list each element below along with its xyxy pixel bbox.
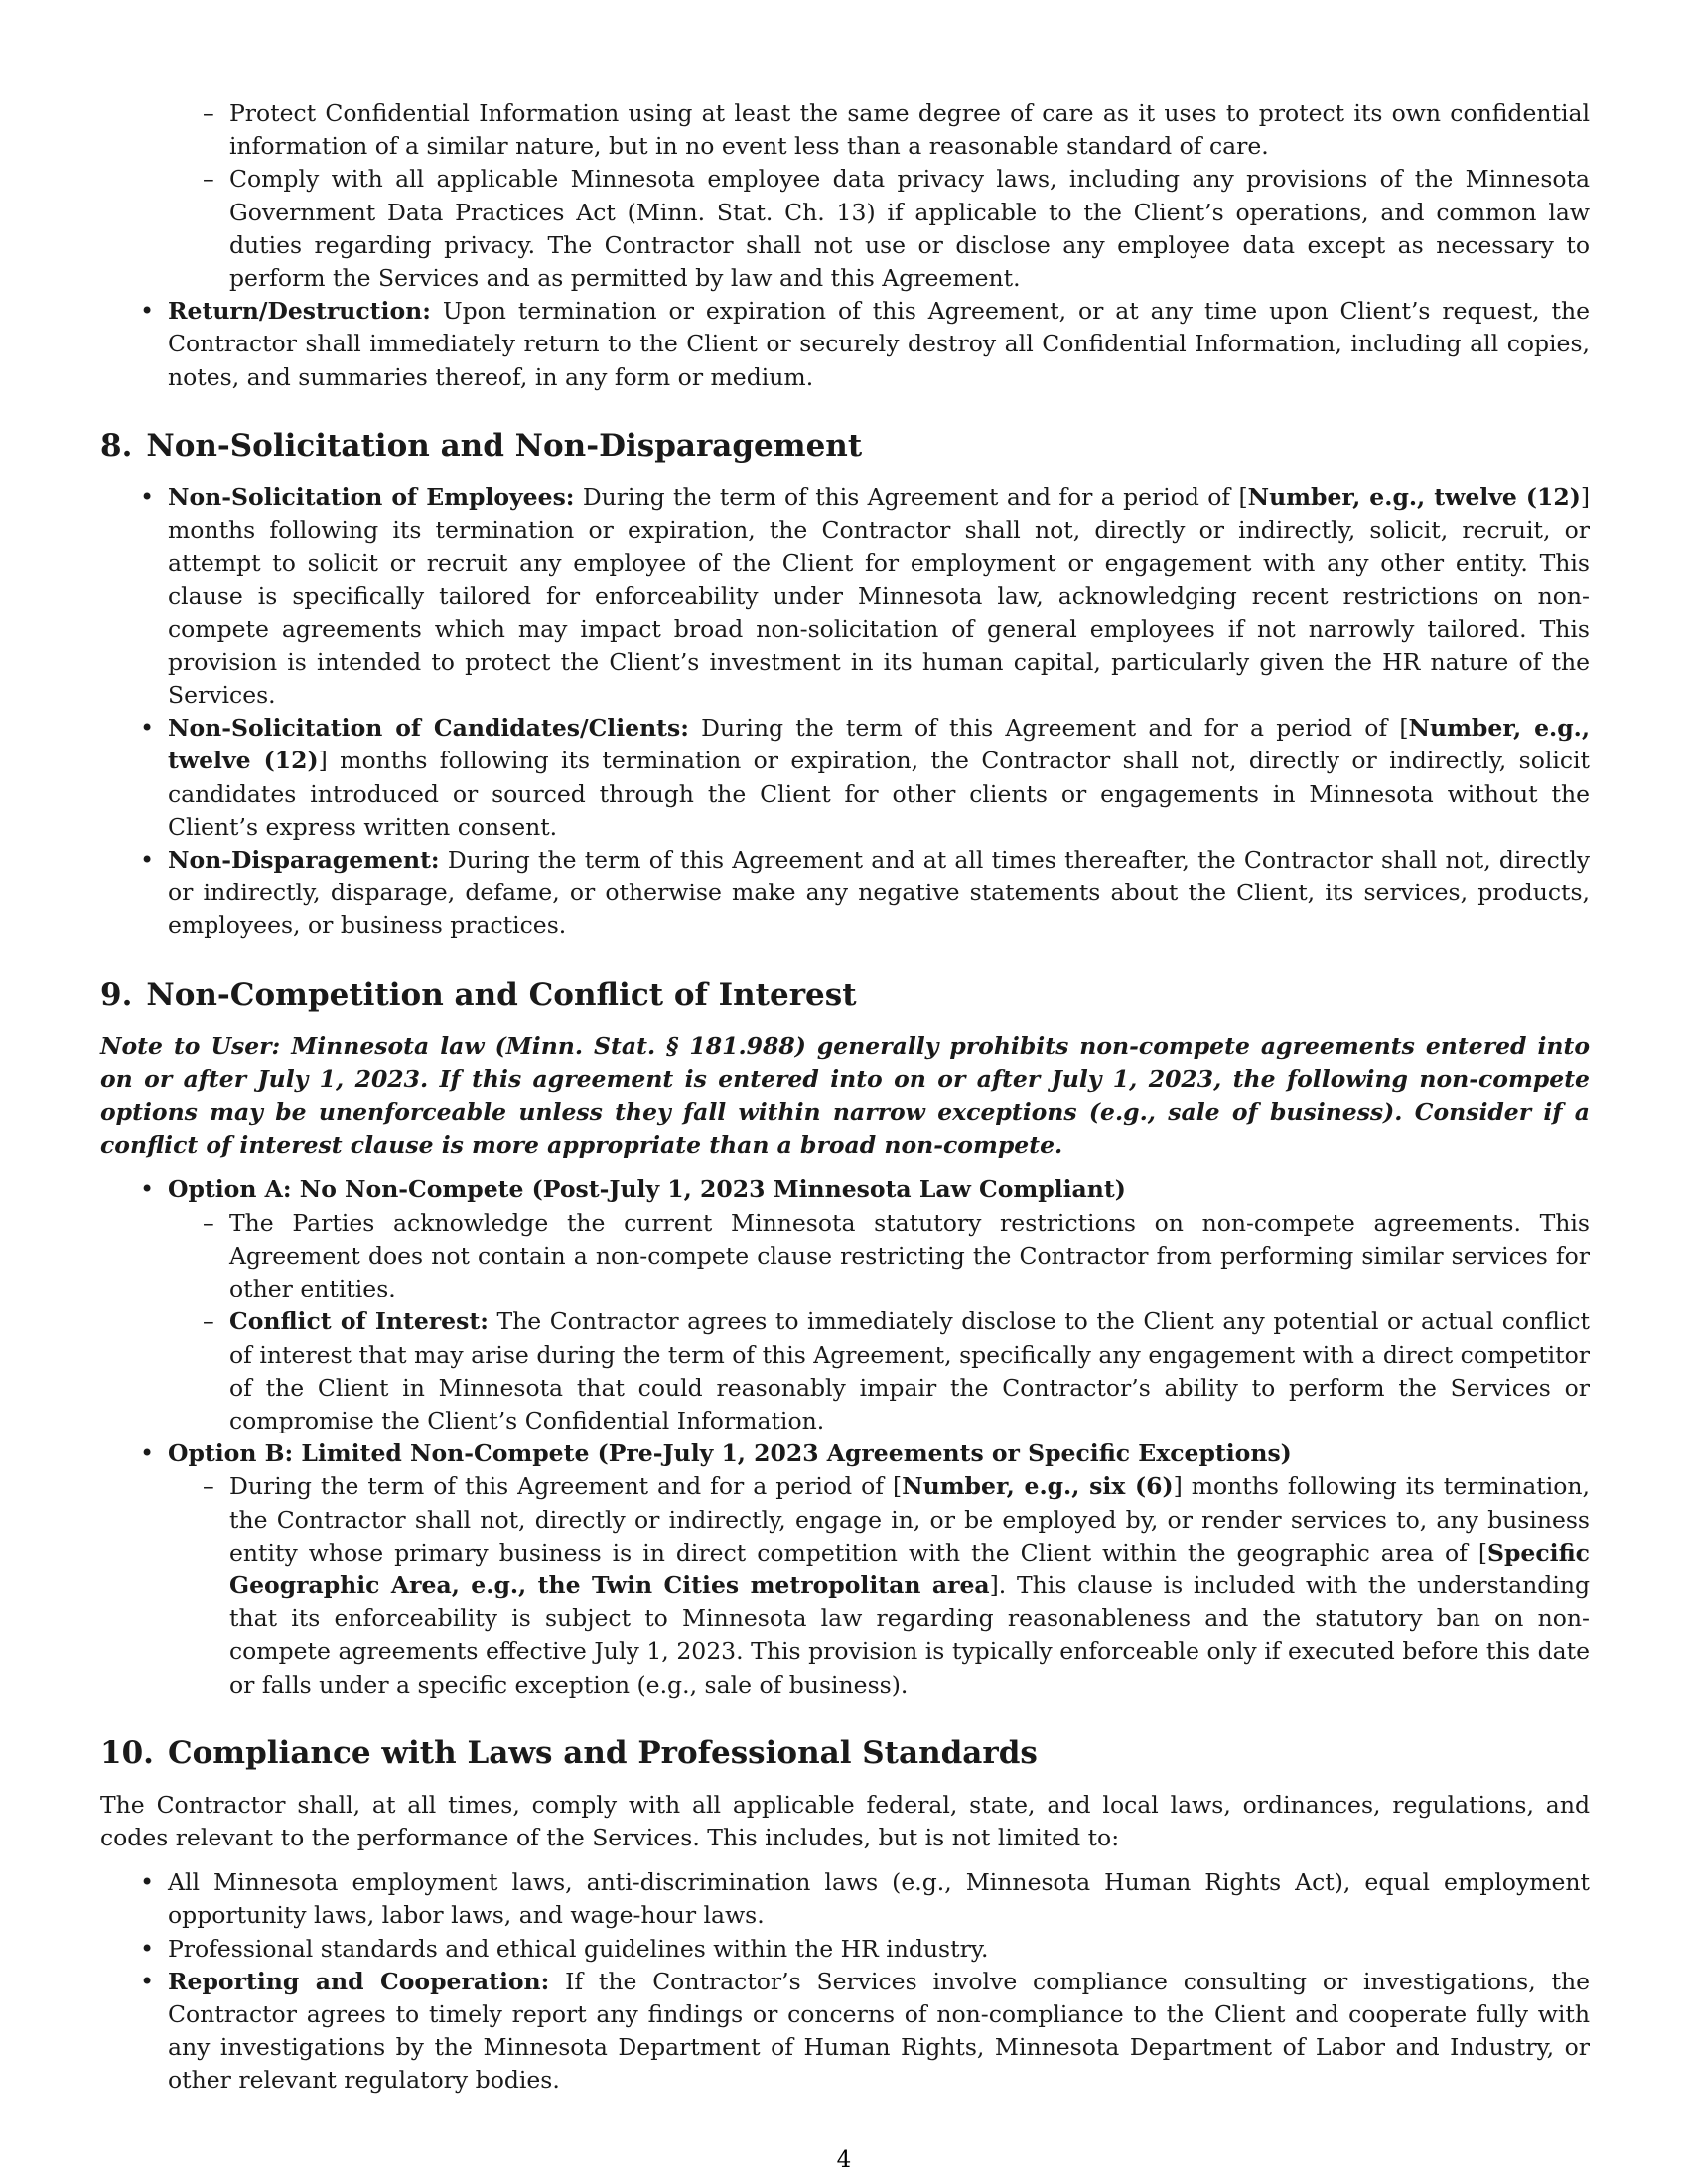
- list-item: – During the term of this Agreement and for a period of [Number, e.g., six (6)] months following its termination, the Contractor shall not, directly or indirectly, engage in, or be employed by, or render services to, any business entity whose primary business is in direct competition with the Client within the geographic area of [Specific Geographic Area, e.g., the Twin Cities metropolitan area]. This clause is included with the understanding that its enforceability is subject to Minnesota law regarding reasonableness and the statutory ban on non-compete agreements effective July 1, 2023. This provision is typically enforceable only if executed before this date or falls under a specific exception (e.g., sale of business).: [168, 1470, 1590, 1701]
- item-label: Reporting and Cooperation:: [168, 1967, 550, 1995]
- item-label: Conflict of Interest:: [229, 1307, 489, 1336]
- placeholder-text: Number, e.g., six (6): [902, 1472, 1174, 1501]
- placeholder-text: Number, e.g., twelve (12): [168, 714, 1590, 775]
- item-label: Return/Destruction:: [168, 297, 431, 326]
- section-10-heading: 10. Compliance with Laws and Professional Standards: [100, 1734, 1038, 1771]
- list-item: • Professional standards and ethical guidelines within the HR industry.: [100, 1933, 1590, 1966]
- note-to-user: Note to User: Minnesota law (Minn. Stat. § 181.988) generally prohibits non-compete agreements entered into on or after July 1, 2023. If this agreement is entered into on or after July 1, 2023, the following non-compete options may be unenforceable unless they fall within narrow exceptions (e.g., sale of business). Consider if a conflict of interest clause is more appropriate than a broad non-compete.: [100, 1031, 1590, 1160]
- item-label: Non-Solicitation of Candidates/Clients:: [168, 714, 689, 743]
- list-item: – Protect Confidential Information using at least the same degree of care as it uses to protect its own confidential information of a similar nature, but in no event less than a reasonable standard of care.: [168, 97, 1590, 163]
- return-destruction-item: • Return/Destruction: Upon termination or expiration of this Agreement, or at any time upon Client’s request, the Contractor shall immediately return to the Client or securely destroy all Confidential Information, including all copies, notes, and summaries thereof, in any form or medium.: [100, 295, 1590, 394]
- non-solicitation-employees-item: • Non-Solicitation of Employees: During the term of this Agreement and for a period of [Number, e.g., twelve (12)] months following its termination or expiration, the Contractor shall not, directly or indirectly, solicit, recruit, or attempt to solicit or recruit any employee of the Client for employment or engagement with any other entity. This clause is specifically tailored for enforceability under Minnesota law, acknowledging recent restrictions on non-compete agreements which may impact broad non-solicitation of general employees if not narrowly tailored. This provision is intended to protect the Client’s investment in its human capital, particularly given the HR nature of the Services.: [100, 481, 1590, 712]
- section-8-heading: 8. Non-Solicitation and Non-Disparagement: [100, 427, 863, 464]
- placeholder-text: Number, e.g., twelve (12): [1247, 482, 1581, 511]
- option-b-item: [100, 1437, 1590, 1702]
- page-number: 4: [836, 2147, 852, 2173]
- section-9-list: [100, 1173, 1590, 1701]
- item-label: Non-Disparagement:: [168, 846, 440, 875]
- option-a-label: Option A: No Non-Compete (Post-July 1, 2023 Minnesota Law Compliant): [168, 1175, 1126, 1204]
- list-item: • All Minnesota employment laws, anti-discrimination laws (e.g., Minnesota Human Rights Act), equal employment opportunity laws, labor laws, and wage-hour laws.: [100, 1866, 1590, 1932]
- section-8-list: [100, 481, 1590, 943]
- list-item: – The Parties acknowledge the current Minnesota statutory restrictions on non-compete agreements. This Agreement does not contain a non-compete clause restricting the Contractor from performing similar services for other entities.: [168, 1207, 1590, 1306]
- item-label: Non-Solicitation of Employees:: [168, 482, 575, 511]
- section-7-list: [100, 295, 1590, 394]
- option-a-subitems: [168, 1207, 1590, 1437]
- placeholder-text: Specific Geographic Area, e.g., the Twin Cities metropolitan area: [229, 1538, 1590, 1599]
- option-a-item: [100, 1173, 1590, 1437]
- option-b-label: Option B: Limited Non-Compete (Pre-July 1, 2023 Agreements or Specific Exceptions): [168, 1439, 1292, 1468]
- list-item: – Comply with all applicable Minnesota employee data privacy laws, including any provisions of the Minnesota Government Data Practices Act (Minn. Stat. Ch. 13) if applicable to the Client’s operations, and common law duties regarding privacy. The Contractor shall not use or disclose any employee data except as necessary to perform the Services and as permitted by law and this Agreement.: [168, 163, 1590, 295]
- section-10-intro: The Contractor shall, at all times, comply with all applicable federal, state, and local laws, ordinances, regulations, and codes relevant to the performance of the Services. This includes, but is not limited to:: [100, 1790, 1590, 1851]
- section-10-list: [100, 1866, 1590, 2097]
- conflict-of-interest-item: – Conflict of Interest: The Contractor agrees to immediately disclose to the Client any potential or actual conflict of interest that may arise during the term of this Agreement, specifically any engagement with a direct competitor of the Client in Minnesota that could reasonably impair the Contractor’s ability to perform the Services or compromise the Client’s Confidential Information.: [168, 1305, 1590, 1437]
- section-7-subitems: [168, 97, 1590, 295]
- document-page: [100, 97, 1590, 2098]
- non-disparagement-item: • Non-Disparagement: During the term of this Agreement and at all times thereafter, the Contractor shall not, directly or indirectly, disparage, defame, or otherwise make any negative statements about the Client, its services, products, employees, or business practices.: [100, 844, 1590, 943]
- reporting-cooperation-item: • Reporting and Cooperation: If the Contractor’s Services involve compliance consulting or investigations, the Contractor agrees to timely report any findings or concerns of non-compliance to the Client and cooperate fully with any investigations by the Minnesota Department of Human Rights, Minnesota Department of Labor and Industry, or other relevant regulatory bodies.: [100, 1966, 1590, 2098]
- option-b-subitems: [168, 1470, 1590, 1701]
- section-9-heading: 9. Non-Competition and Conflict of Interest: [100, 976, 857, 1013]
- non-solicitation-candidates-item: • Non-Solicitation of Candidates/Clients: During the term of this Agreement and for a period of [Number, e.g., twelve (12)] months following its termination or expiration, the Contractor shall not, directly or indirectly, solicit candidates introduced or sourced through the Client for other clients or engagements in Minnesota without the Client’s express written consent.: [100, 712, 1590, 844]
